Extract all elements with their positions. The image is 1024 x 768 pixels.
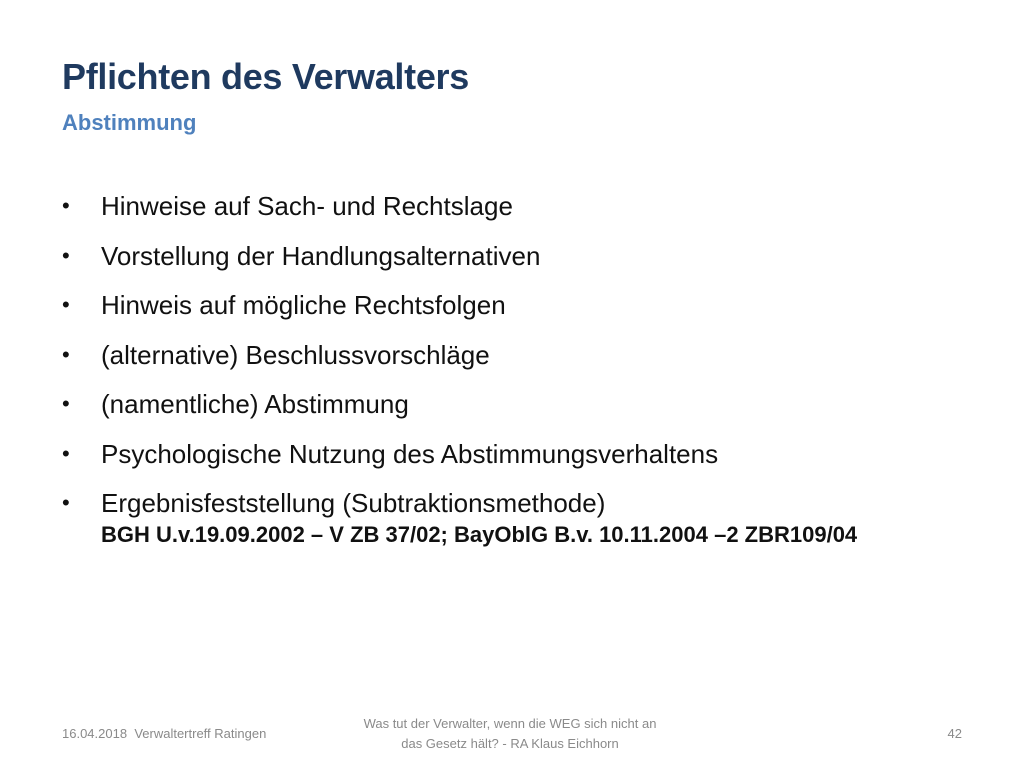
bullet-text: (namentliche) Abstimmung (101, 389, 409, 419)
slide-subtitle: Abstimmung (62, 110, 197, 135)
bullet-text: Ergebnisfeststellung (Subtraktionsmethode) (101, 488, 606, 518)
bullet-icon: • (62, 341, 70, 367)
bullet-item (62, 434, 982, 474)
bullet-text: (alternative) Beschlussvorschläge (101, 339, 490, 370)
bullet-item (62, 285, 982, 325)
bullet-text: Vorstellung der Handlungsalternativen (101, 240, 541, 271)
bullet-item (62, 483, 982, 547)
footer-date: 16.04.2018 (62, 726, 128, 741)
bullet-text: Hinweis auf mögliche Rechtsfolgen (101, 290, 506, 320)
footer-title-line-1: Was tut der Verwalter, wenn die WEG sich nicht an (363, 716, 657, 731)
bullet-item (62, 236, 982, 276)
bullet-item (62, 186, 982, 226)
bullet-icon: • (62, 242, 70, 268)
bullet-text: Hinweise auf Sach- und Rechtslage (101, 191, 513, 221)
bullet-list (62, 186, 982, 557)
page-number: 42 (947, 726, 962, 741)
bullet-icon: • (62, 292, 70, 317)
bullet-icon: • (62, 193, 70, 218)
bullet-icon: • (62, 391, 70, 416)
footer-title (340, 714, 680, 754)
footer-title-line-2: das Gesetz hält? - RA Klaus Eichhorn (401, 736, 619, 751)
footer-date-event (62, 726, 266, 741)
bullet-icon: • (62, 440, 70, 466)
bullet-icon: • (62, 490, 70, 515)
bullet-text: Psychologische Nutzung des Abstimmungsverhaltens (101, 438, 719, 469)
bullet-item (62, 335, 982, 375)
footer-event: Verwaltertreff Ratingen (134, 726, 267, 741)
legal-citation: BGH U.v.19.09.2002 – V ZB 37/02; BayOblG B.v. 10.11.2004 –2 ZBR109/04 (101, 522, 858, 547)
bullet-item (62, 384, 982, 424)
slide-title: Pflichten des Verwalters (62, 56, 469, 97)
